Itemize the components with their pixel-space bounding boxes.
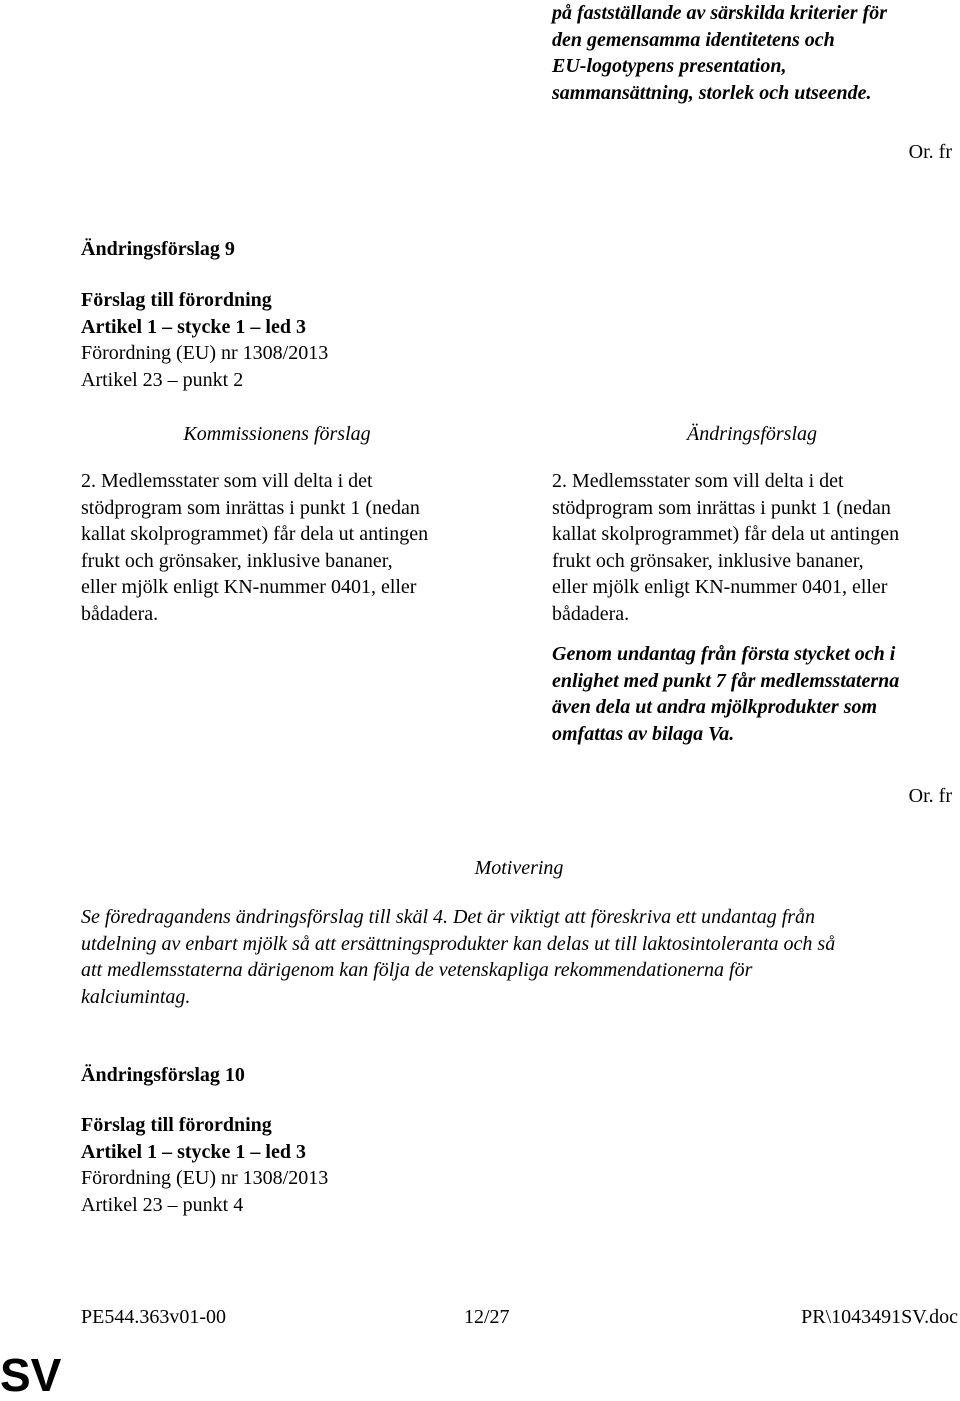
language-label: SV bbox=[0, 1349, 62, 1401]
reference-line: Förordning (EU) nr 1308/2013 bbox=[81, 1167, 329, 1189]
text-line: att medlemsstaterna därigenom kan följa de vetenskapliga rekommendationerna för bbox=[81, 959, 753, 981]
text-line: utdelning av enbart mjölk så att ersättningsprodukter kan delas ut till laktosintoleranta och så bbox=[81, 932, 836, 955]
previous-amendment-continuation bbox=[552, 0, 952, 106]
text-line: bådadera. bbox=[552, 602, 630, 625]
page-footer bbox=[81, 1304, 958, 1331]
text-line: den gemensamma identitetens och bbox=[552, 28, 835, 51]
text-line: frukt och grönsaker, inklusive bananer, bbox=[552, 549, 864, 572]
text-line: omfattas av bilaga Va. bbox=[552, 722, 735, 745]
original-language-marker: Or. fr bbox=[908, 141, 952, 163]
justification-text bbox=[81, 904, 960, 1010]
justification-heading: Motivering bbox=[474, 857, 564, 879]
amendment-references bbox=[81, 287, 328, 393]
text-line: kallat skolprogrammet) får dela ut antingen bbox=[552, 523, 900, 545]
text-line: på fastställande av särskilda kriterier för bbox=[552, 2, 888, 24]
original-language-marker: Or. fr bbox=[908, 785, 952, 807]
text-line: 2. Medlemsstater som vill delta i det bbox=[552, 470, 844, 492]
text-line: sammansättning, storlek och utseende. bbox=[552, 81, 872, 104]
text-line: EU-logotypens presentation, bbox=[552, 55, 787, 77]
text-line: eller mjölk enligt KN-nummer 0401, eller bbox=[552, 576, 888, 598]
text-line: eller mjölk enligt KN-nummer 0401, eller bbox=[81, 576, 417, 598]
column-heading-amendment: Ändringsförslag bbox=[686, 423, 818, 445]
page-number: 12/27 bbox=[464, 1306, 510, 1328]
file-name: PR\1043491SV.doc bbox=[801, 1306, 958, 1328]
reference-line: Artikel 1 – stycke 1 – led 3 bbox=[81, 315, 306, 338]
text-line: stödprogram som inrättas i punkt 1 (nedan bbox=[81, 496, 420, 519]
reference-line: Förordning (EU) nr 1308/2013 bbox=[81, 342, 329, 364]
text-line: kalciumintag. bbox=[81, 985, 191, 1008]
text-line: bådadera. bbox=[81, 602, 159, 625]
text-line: Se föredragandens ändringsförslag till skäl 4. Det är viktigt att föreskriva ett undantag från bbox=[81, 906, 816, 928]
amendment-heading: Ändringsförslag 10 bbox=[81, 1064, 245, 1086]
commission-text bbox=[81, 468, 481, 627]
text-line: kallat skolprogrammet) får dela ut antingen bbox=[81, 523, 429, 545]
amendment-added-text bbox=[552, 641, 957, 747]
amendment-heading: Ändringsförslag 9 bbox=[81, 238, 235, 260]
reference-line: Artikel 23 – punkt 4 bbox=[81, 1193, 244, 1216]
amendment-references bbox=[81, 1112, 328, 1218]
reference-line: Förslag till förordning bbox=[81, 1114, 272, 1136]
text-line: enlighet med punkt 7 får medlemsstaterna bbox=[552, 669, 900, 692]
reference-line: Förslag till förordning bbox=[81, 289, 272, 311]
reference-line: Artikel 23 – punkt 2 bbox=[81, 368, 244, 391]
amendment-text bbox=[552, 468, 957, 627]
text-line: 2. Medlemsstater som vill delta i det bbox=[81, 470, 373, 492]
text-line: även dela ut andra mjölkprodukter som bbox=[552, 696, 878, 718]
text-line: Genom undantag från första stycket och i bbox=[552, 643, 896, 665]
document-reference: PE544.363v01-00 bbox=[81, 1306, 226, 1328]
text-line: frukt och grönsaker, inklusive bananer, bbox=[81, 549, 393, 572]
text-line: stödprogram som inrättas i punkt 1 (nedan bbox=[552, 496, 891, 519]
column-heading-commission: Kommissionens förslag bbox=[183, 423, 371, 445]
reference-line: Artikel 1 – stycke 1 – led 3 bbox=[81, 1140, 306, 1163]
